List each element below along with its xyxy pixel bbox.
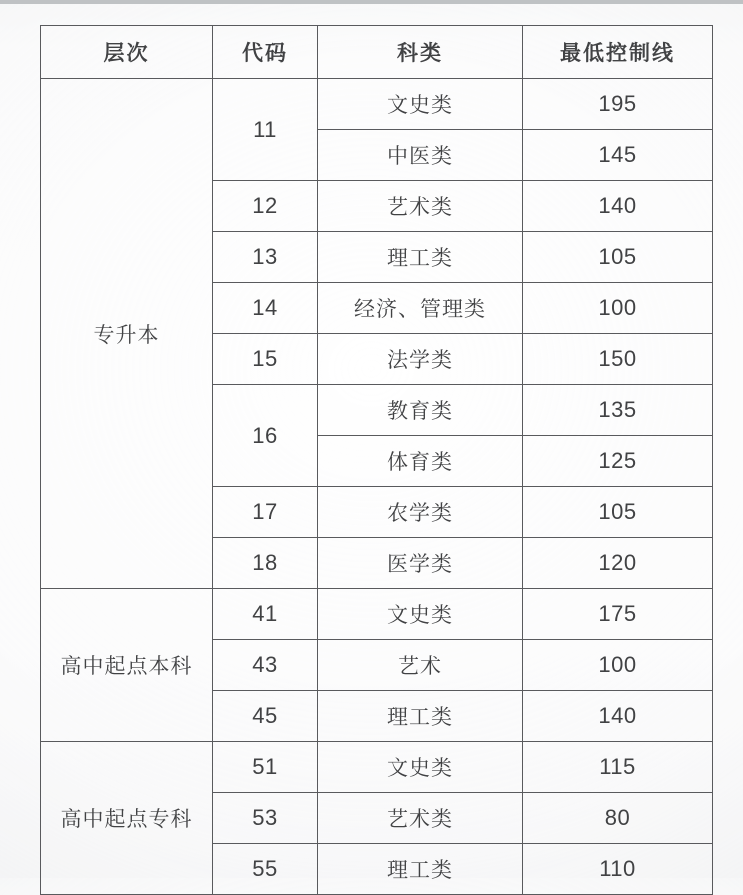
category-cell: 文史类 (318, 589, 523, 640)
header-row (41, 26, 713, 79)
code-cell: 11 (213, 79, 318, 181)
code-cell: 51 (213, 742, 318, 793)
table-row (41, 589, 713, 640)
level-cell: 高中起点专科 (41, 742, 213, 895)
cutoff-cell: 140 (523, 691, 713, 742)
cutoff-cell: 145 (523, 130, 713, 181)
category-cell: 文史类 (318, 742, 523, 793)
code-cell: 12 (213, 181, 318, 232)
cutoff-cell: 100 (523, 640, 713, 691)
table-row (41, 79, 713, 130)
scanned-document (40, 25, 713, 895)
code-cell: 41 (213, 589, 318, 640)
header-category: 科类 (318, 26, 523, 79)
cutoff-cell: 110 (523, 844, 713, 895)
cutoff-cell: 195 (523, 79, 713, 130)
code-cell: 45 (213, 691, 318, 742)
code-cell: 43 (213, 640, 318, 691)
cutoff-cell: 105 (523, 232, 713, 283)
cutoff-cell: 125 (523, 436, 713, 487)
category-cell: 经济、管理类 (318, 283, 523, 334)
cutoff-cell: 100 (523, 283, 713, 334)
category-cell: 中医类 (318, 130, 523, 181)
code-cell: 16 (213, 385, 318, 487)
category-cell: 教育类 (318, 385, 523, 436)
table-row (41, 742, 713, 793)
cutoff-cell: 135 (523, 385, 713, 436)
code-cell: 17 (213, 487, 318, 538)
category-cell: 理工类 (318, 844, 523, 895)
code-cell: 53 (213, 793, 318, 844)
header-cutoff: 最低控制线 (523, 26, 713, 79)
cutoff-cell: 115 (523, 742, 713, 793)
score-table (40, 25, 713, 895)
category-cell: 理工类 (318, 232, 523, 283)
level-cell: 高中起点本科 (41, 589, 213, 742)
category-cell: 艺术类 (318, 181, 523, 232)
category-cell: 艺术类 (318, 793, 523, 844)
category-cell: 艺术 (318, 640, 523, 691)
cutoff-cell: 140 (523, 181, 713, 232)
code-cell: 18 (213, 538, 318, 589)
header-code: 代码 (213, 26, 318, 79)
category-cell: 农学类 (318, 487, 523, 538)
level-cell: 专升本 (41, 79, 213, 589)
code-cell: 13 (213, 232, 318, 283)
cutoff-cell: 80 (523, 793, 713, 844)
category-cell: 体育类 (318, 436, 523, 487)
code-cell: 55 (213, 844, 318, 895)
cutoff-cell: 105 (523, 487, 713, 538)
header-level: 层次 (41, 26, 213, 79)
category-cell: 医学类 (318, 538, 523, 589)
cutoff-cell: 175 (523, 589, 713, 640)
code-cell: 15 (213, 334, 318, 385)
category-cell: 法学类 (318, 334, 523, 385)
top-bar (0, 0, 743, 4)
cutoff-cell: 120 (523, 538, 713, 589)
category-cell: 文史类 (318, 79, 523, 130)
category-cell: 理工类 (318, 691, 523, 742)
cutoff-cell: 150 (523, 334, 713, 385)
code-cell: 14 (213, 283, 318, 334)
